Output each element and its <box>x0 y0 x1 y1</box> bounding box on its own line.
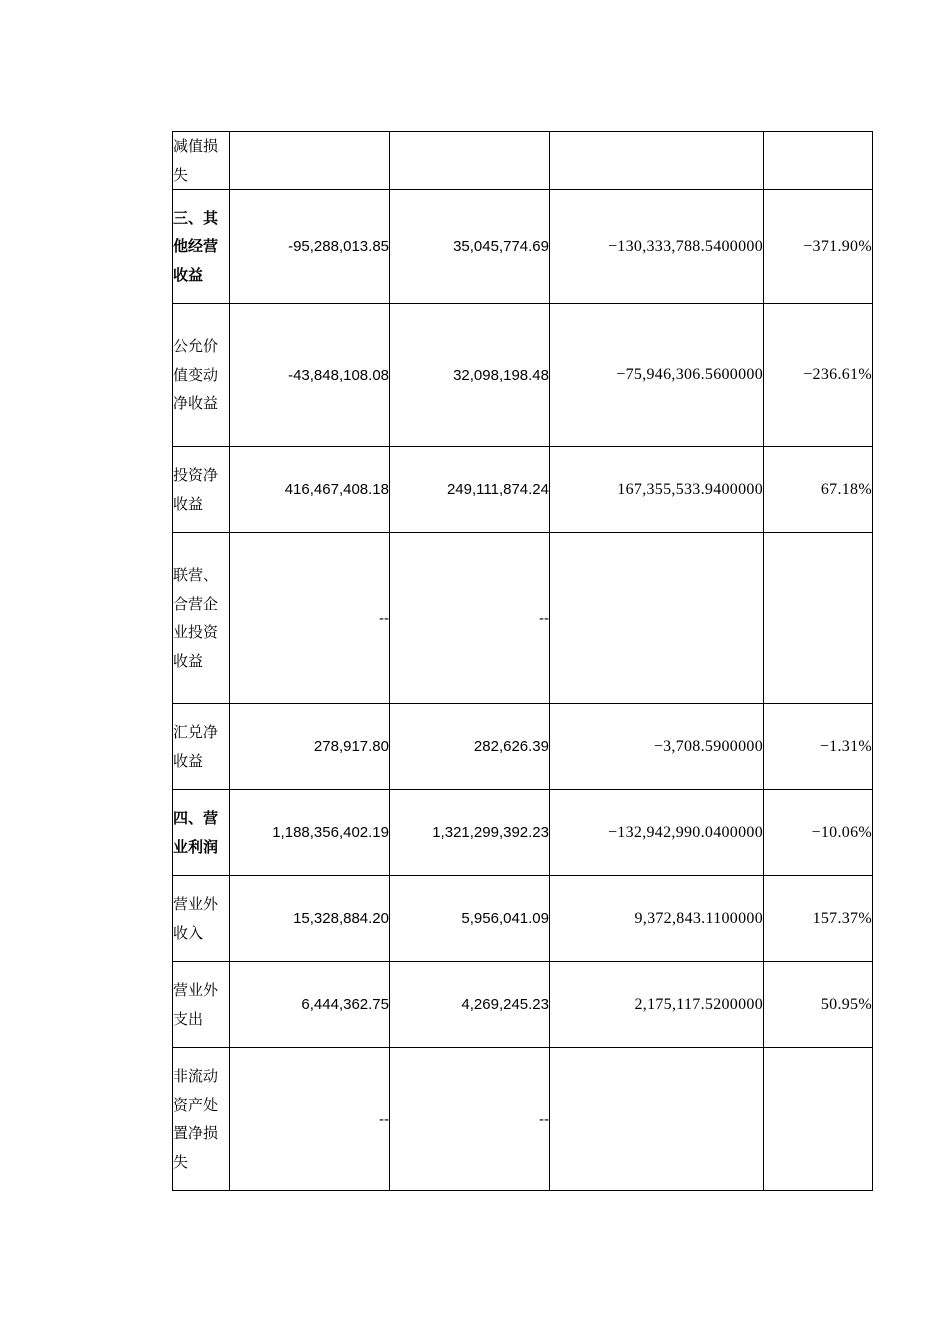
current-value <box>230 132 390 190</box>
change-value <box>550 132 764 190</box>
table-row <box>173 190 873 304</box>
row-label: 减值损失 <box>173 132 230 190</box>
current-value: 278,917.80 <box>230 704 390 790</box>
previous-value: -- <box>390 1048 550 1191</box>
previous-value: 1,321,299,392.23 <box>390 790 550 876</box>
table-row <box>173 790 873 876</box>
change-percent: 67.18% <box>764 447 873 533</box>
current-value: -43,848,108.08 <box>230 304 390 447</box>
row-label: 营业外收入 <box>173 876 230 962</box>
previous-value: 32,098,198.48 <box>390 304 550 447</box>
change-value <box>550 533 764 704</box>
row-label: 四、营业利润 <box>173 790 230 876</box>
table-row <box>173 1048 873 1191</box>
row-label: 三、其他经营收益 <box>173 190 230 304</box>
change-percent: −10.06% <box>764 790 873 876</box>
row-label: 公允价值变动净收益 <box>173 304 230 447</box>
change-value: 2,175,117.5200000 <box>550 962 764 1048</box>
current-value: -- <box>230 1048 390 1191</box>
row-label: 非流动资产处置净损失 <box>173 1048 230 1191</box>
change-value: −130,333,788.5400000 <box>550 190 764 304</box>
current-value: -- <box>230 533 390 704</box>
row-label: 汇兑净收益 <box>173 704 230 790</box>
previous-value: -- <box>390 533 550 704</box>
table-row <box>173 132 873 190</box>
previous-value: 282,626.39 <box>390 704 550 790</box>
financial-table <box>172 131 873 1191</box>
row-label: 投资净收益 <box>173 447 230 533</box>
current-value: 416,467,408.18 <box>230 447 390 533</box>
change-value: −132,942,990.0400000 <box>550 790 764 876</box>
table-row <box>173 533 873 704</box>
change-percent <box>764 533 873 704</box>
current-value: 1,188,356,402.19 <box>230 790 390 876</box>
change-value: −3,708.5900000 <box>550 704 764 790</box>
change-percent: −1.31% <box>764 704 873 790</box>
previous-value: 35,045,774.69 <box>390 190 550 304</box>
change-value: 9,372,843.1100000 <box>550 876 764 962</box>
change-value <box>550 1048 764 1191</box>
table-row <box>173 447 873 533</box>
change-value: 167,355,533.9400000 <box>550 447 764 533</box>
current-value: -95,288,013.85 <box>230 190 390 304</box>
table-row <box>173 304 873 447</box>
table-row <box>173 962 873 1048</box>
change-percent: 50.95% <box>764 962 873 1048</box>
change-percent: 157.37% <box>764 876 873 962</box>
previous-value: 5,956,041.09 <box>390 876 550 962</box>
change-percent <box>764 1048 873 1191</box>
previous-value: 4,269,245.23 <box>390 962 550 1048</box>
change-percent <box>764 132 873 190</box>
change-percent: −371.90% <box>764 190 873 304</box>
table-row <box>173 876 873 962</box>
current-value: 6,444,362.75 <box>230 962 390 1048</box>
previous-value: 249,111,874.24 <box>390 447 550 533</box>
previous-value <box>390 132 550 190</box>
current-value: 15,328,884.20 <box>230 876 390 962</box>
table-row <box>173 704 873 790</box>
row-label: 营业外支出 <box>173 962 230 1048</box>
row-label: 联营、合营企业投资收益 <box>173 533 230 704</box>
change-percent: −236.61% <box>764 304 873 447</box>
change-value: −75,946,306.5600000 <box>550 304 764 447</box>
